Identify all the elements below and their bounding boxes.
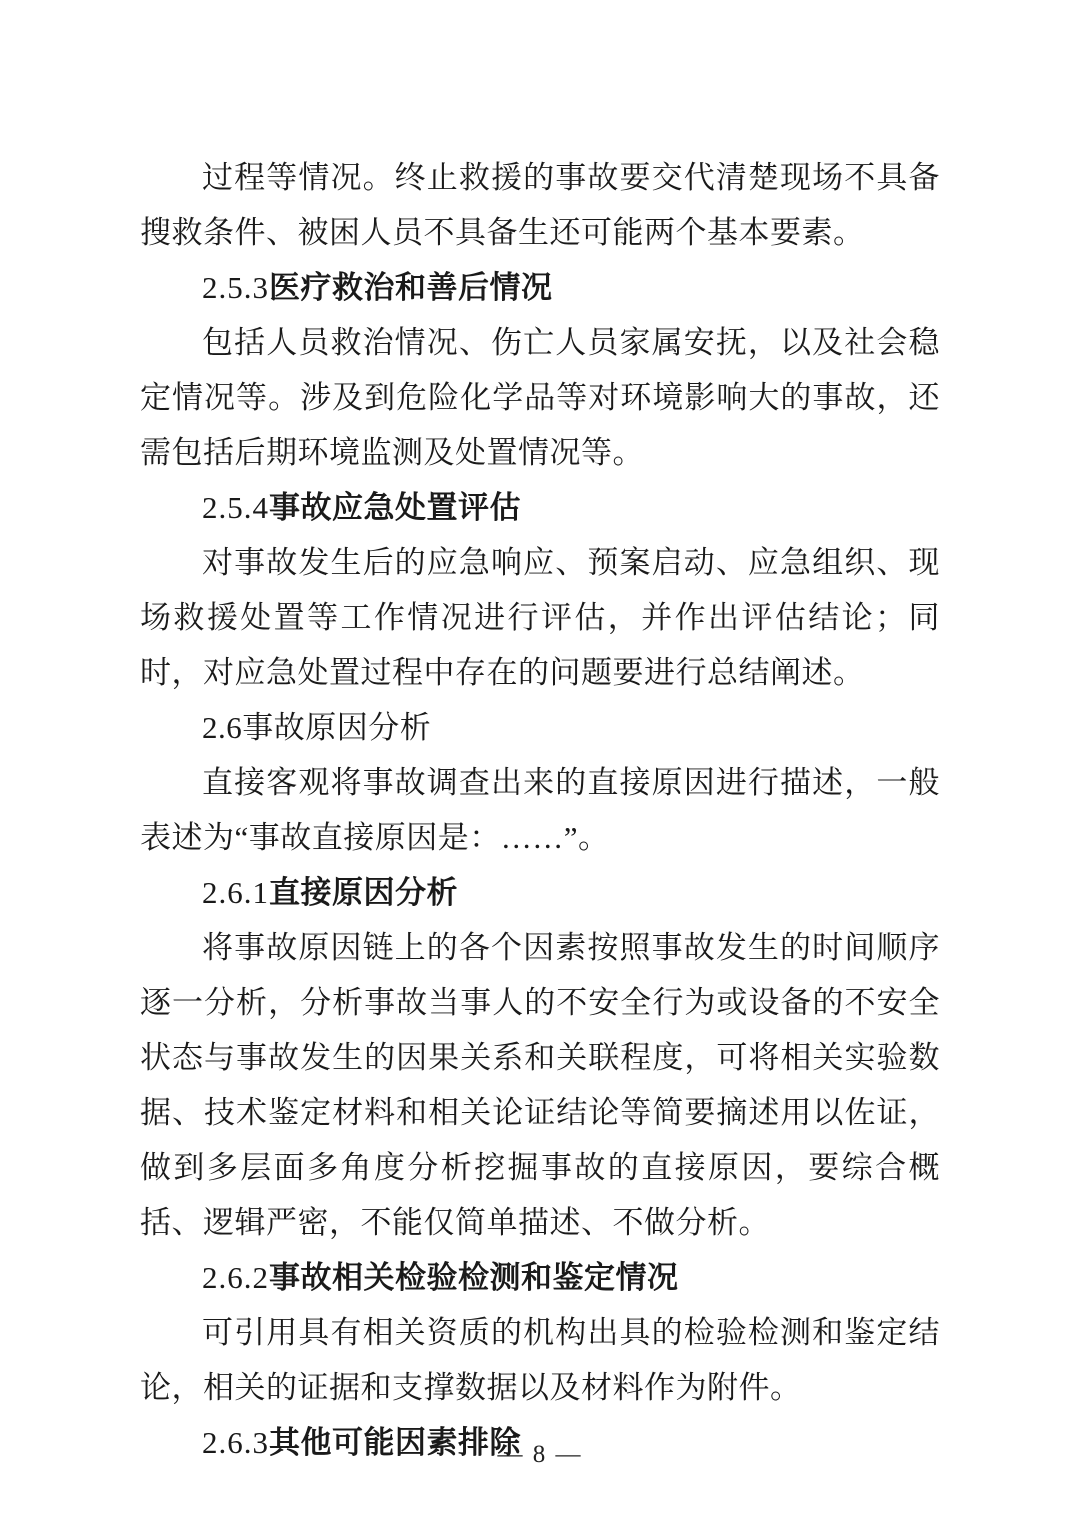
section-number: 2.5.4: [202, 490, 269, 525]
section-number: 2.6.2: [202, 1260, 269, 1295]
section-heading: [140, 865, 940, 920]
section-number: 2.5.3: [202, 270, 269, 305]
paragraph: 包括人员救治情况、伤亡人员家属安抚，以及社会稳定情况等。涉及到危险化学品等对环境影响大的事故，还需包括后期环境监测及处置情况等。: [140, 325, 940, 470]
section-title: 事故原因分析: [242, 710, 432, 745]
section-heading: [140, 700, 940, 755]
section-title: 其他可能因素排除: [269, 1425, 521, 1460]
section-title: 事故应急处置评估: [269, 490, 521, 525]
paragraph: 过程等情况。终止救援的事故要交代清楚现场不具备搜救条件、被困人员不具备生还可能两个基本要素。: [140, 160, 940, 250]
paragraph: 直接客观将事故调查出来的直接原因进行描述，一般表述为“事故直接原因是：……”。: [140, 765, 940, 855]
paragraph: 对事故发生后的应急响应、预案启动、应急组织、现场救援处置等工作情况进行评估，并作出评估结论；同时，对应急处置过程中存在的问题要进行总结阐述。: [140, 545, 940, 690]
section-title: 事故相关检验检测和鉴定情况: [269, 1260, 679, 1295]
section-number: 2.6: [202, 710, 243, 745]
document-body: [140, 150, 940, 1470]
section-heading: [140, 260, 940, 315]
page-number: — 8 —: [497, 1441, 583, 1468]
section-heading: [140, 1250, 940, 1305]
section-number: 2.6.1: [202, 875, 269, 910]
section-heading: [140, 480, 940, 535]
section-title: 医疗救治和善后情况: [269, 270, 553, 305]
section-title: 直接原因分析: [269, 875, 458, 910]
section-number: 2.6.3: [202, 1425, 269, 1460]
paragraph: 可引用具有相关资质的机构出具的检验检测和鉴定结论，相关的证据和支撑数据以及材料作为附件。: [140, 1315, 940, 1405]
paragraph: 将事故原因链上的各个因素按照事故发生的时间顺序逐一分析，分析事故当事人的不安全行为或设备的不安全状态与事故发生的因果关系和关联程度，可将相关实验数据、技术鉴定材料和相关论证结论等简要摘述用以佐证，做到多层面多角度分析挖掘事故的直接原因，要综合概括、逻辑严密，不能仅简单描述、不做分析。: [140, 930, 940, 1240]
